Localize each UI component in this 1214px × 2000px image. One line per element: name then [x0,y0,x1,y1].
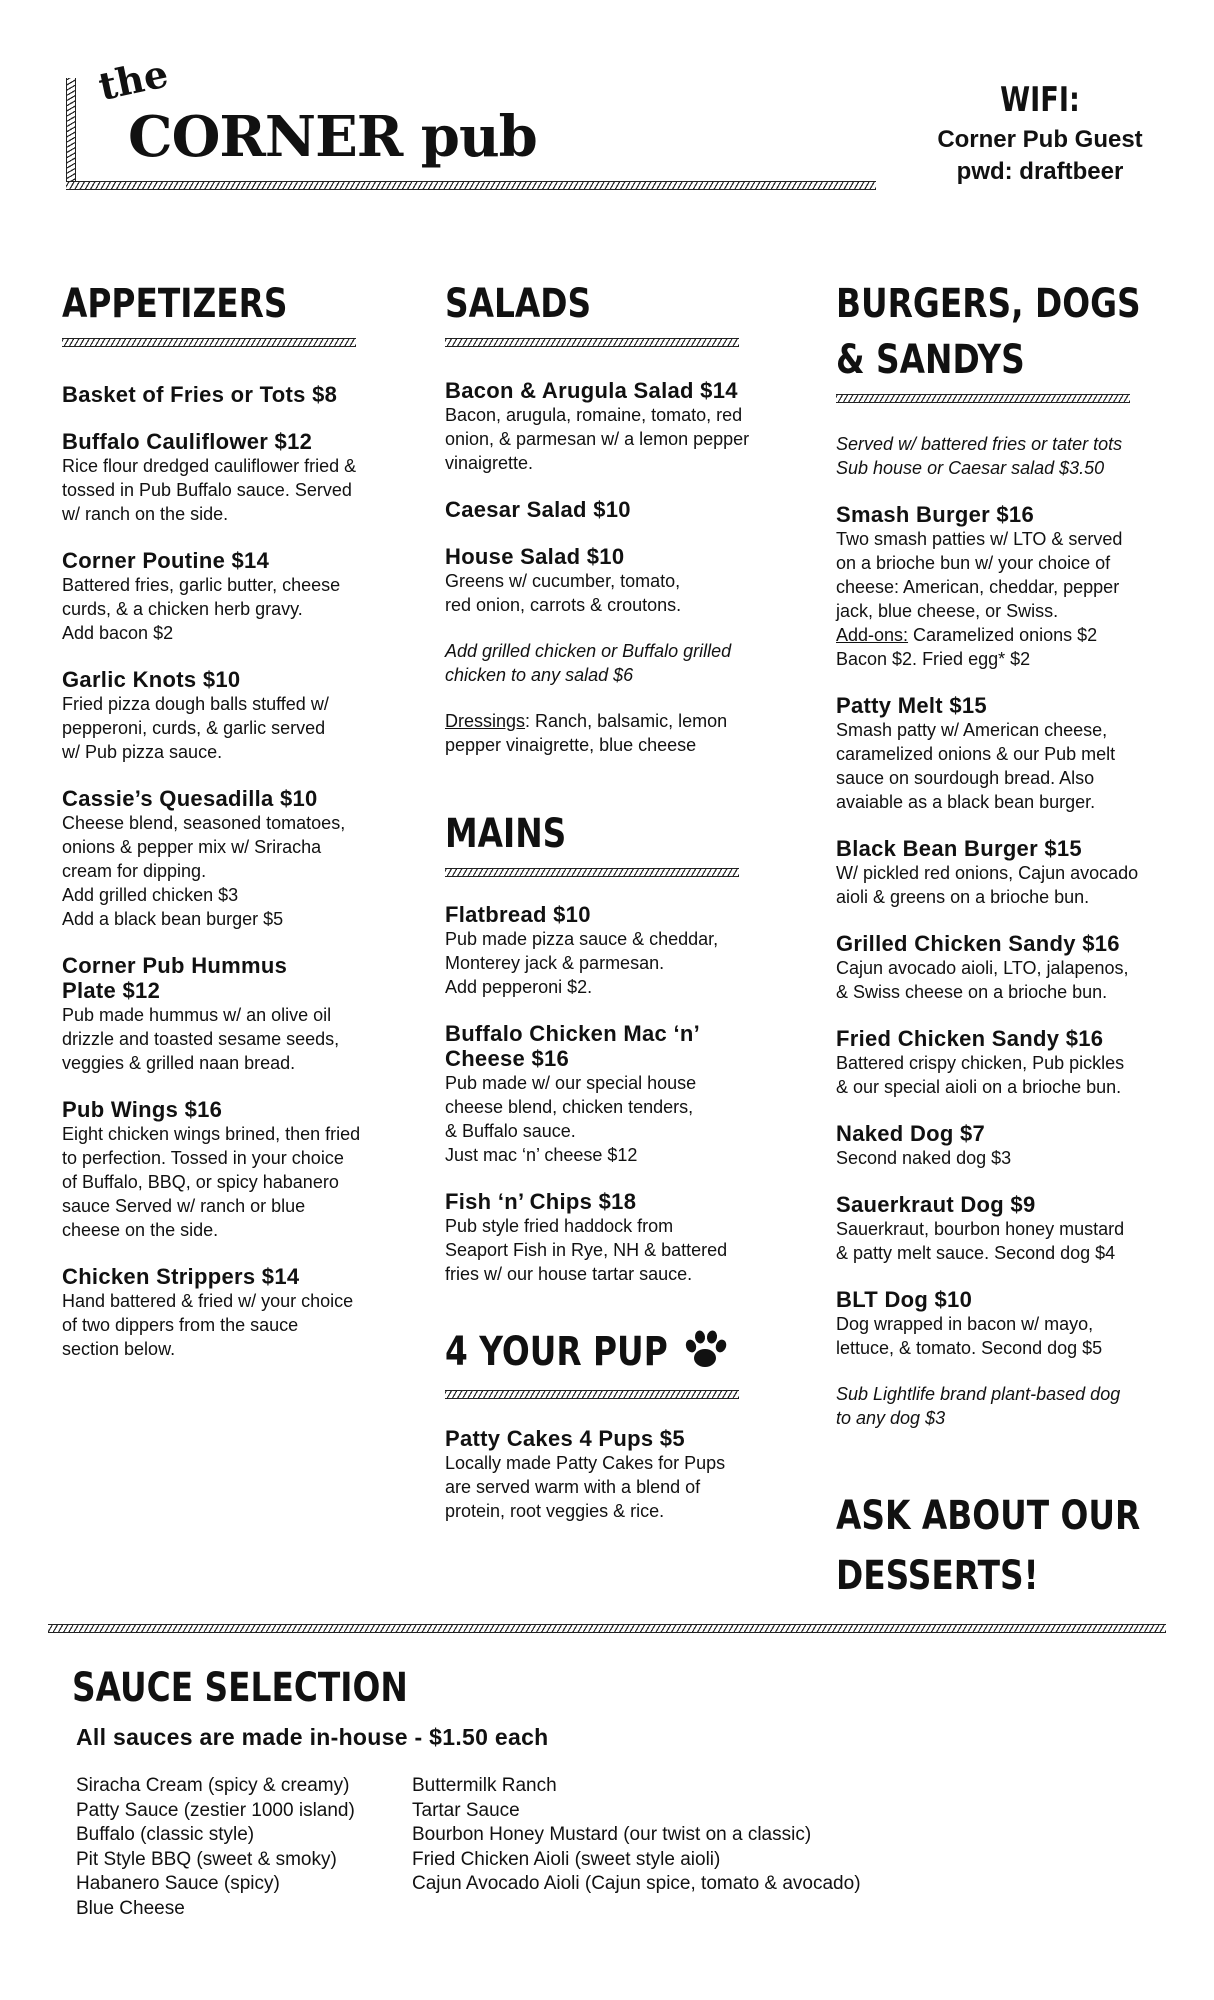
menu-item-desc: of Buffalo, BBQ, or spicy habanero [62,1172,339,1192]
menu-item-desc: w/ Pub pizza sauce. [62,742,223,762]
menu-item-desc: Battered crispy chicken, Pub pickles [836,1053,1125,1073]
menu-item-desc: Pub made w/ our special house [445,1073,697,1093]
dressings-label: Dressings [445,711,526,731]
menu-item-name: Pub Wings $16 [62,1097,223,1122]
menu-item-desc: of two dippers from the sauce [62,1315,299,1335]
menu-item-desc: Add bacon $2 [62,623,174,643]
wifi-box [900,80,1180,188]
burgers-title-line1: BURGERS, DOGS [836,281,1141,327]
sauce-item: Patty Sauce (zestier 1000 island) [76,1799,355,1821]
menu-item-desc: Bacon, arugula, romaine, tomato, red [445,405,743,425]
logo-wordmark: CORNER pub [128,104,537,170]
menu-item-name: Patty Cakes 4 Pups $5 [445,1426,685,1451]
addons-line [836,623,1196,647]
menu-item-desc: are served warm with a blend of [445,1477,701,1497]
menu-item-desc: Monterey jack & parmesan. [445,953,665,973]
menu-item-name: Corner Pub Hummus [62,953,288,978]
dressings-line [445,709,805,733]
menu-item-name: Basket of Fries or Tots $8 [62,382,338,407]
menu-item-desc: Greens w/ cucumber, tomato, [445,571,681,591]
paw-icon [682,1328,728,1372]
menu-item-desc: pepperoni, curds, & garlic served [62,718,326,738]
sauce-item: Habanero Sauce (spicy) [76,1873,280,1894]
menu-item-name: Cassie’s Quesadilla $10 [62,786,318,811]
menu-item-desc: on a brioche bun w/ your choice of [836,553,1111,573]
menu-item-desc: Dog wrapped in bacon w/ mayo, [836,1314,1094,1334]
menu-item-desc: Add pepperoni $2. [445,977,593,997]
sauce-item: Pit Style BBQ (sweet & smoky) [76,1848,337,1870]
desserts-line1: ASK ABOUT OUR [836,1493,1141,1539]
menu-item-name: Sauerkraut Dog $9 [836,1192,1036,1217]
menu-item-desc: Locally made Patty Cakes for Pups [445,1453,726,1473]
menu-item-desc: & Swiss cheese on a brioche bun. [836,982,1108,1002]
menu-item-name: House Salad $10 [445,544,625,569]
dressings-line: pepper vinaigrette, blue cheese [445,735,697,755]
menu-item-desc: w/ ranch on the side. [62,504,229,524]
menu-item-desc: Fried pizza dough balls stuffed w/ [62,694,329,714]
sauce-item: Bourbon Honey Mustard (our twist on a classic) [412,1824,812,1845]
appetizers-title: APPETIZERS [62,281,288,327]
wifi-password: pwd: draftbeer [956,158,1124,185]
menu-item-desc: curds, & a chicken herb gravy. [62,599,303,619]
logo-bottom-border [66,181,876,190]
menu-item-desc: section below. [62,1339,176,1359]
menu-item-desc: Two smash patties w/ LTO & served [836,529,1123,549]
menu-item-name: Black Bean Burger $15 [836,836,1082,861]
menu-item-desc: onions & pepper mix w/ Sriracha [62,837,322,857]
menu-item-desc: caramelized onions & our Pub melt [836,744,1116,764]
burgers-column [836,432,1196,1430]
menu-item-desc: aioli & greens on a brioche bun. [836,887,1090,907]
menu-item-name: Grilled Chicken Sandy $16 [836,931,1120,956]
addons-line: Bacon $2. Fried egg* $2 [836,649,1031,669]
menu-item-name: Patty Melt $15 [836,693,987,718]
mains-title: MAINS [445,811,567,857]
dressings-text: : Ranch, balsamic, lemon [525,711,728,731]
sauce-list-right [412,1774,861,1897]
sauce-title: SAUCE SELECTION [72,1665,408,1711]
sauce-item: Buttermilk Ranch [412,1775,557,1796]
salads-title: SALADS [445,281,592,327]
logo-the: the [94,50,172,109]
menu-item-desc: lettuce, & tomato. Second dog $5 [836,1338,1103,1358]
sauce-item: Tartar Sauce [412,1799,520,1821]
menu-item-name: Fish ‘n’ Chips $18 [445,1189,637,1214]
mains-divider [445,868,739,877]
menu-item-desc: Add a black bean burger $5 [62,909,284,929]
sauce-divider [48,1624,1166,1633]
sauce-item: Cajun Avocado Aioli (Cajun spice, tomato & avocado) [412,1873,861,1894]
appetizers-header [62,276,337,332]
logo-left-border [66,78,76,190]
menu-item-desc: Just mac ‘n’ cheese $12 [445,1145,638,1165]
sauce-item: Fried Chicken Aioli (sweet style aioli) [412,1848,721,1870]
pup-title: 4 YOUR PUP [445,1329,668,1375]
menu-item-desc: cheese on the side. [62,1220,219,1240]
menu-item-desc: to perfection. Tossed in your choice [62,1148,344,1168]
paw-icon-svg [682,1328,728,1372]
menu-item-desc: Second naked dog $3 [836,1148,1012,1168]
addons-label: Add-ons: [836,625,909,645]
sauce-header [72,1660,482,1716]
menu-item-desc: vinaigrette. [445,453,534,473]
menu-item-desc: Cajun avocado aioli, LTO, jalapenos, [836,958,1129,978]
menu-item-desc: Rice flour dredged cauliflower fried & [62,456,357,476]
menu-item-name: Cheese $16 [445,1046,570,1071]
menu-item-desc: Seaport Fish in Rye, NH & battered [445,1240,728,1260]
menu-item-name: Naked Dog $7 [836,1121,986,1146]
menu-item-name: Garlic Knots $10 [62,667,241,692]
salads-header [445,276,623,332]
pup-divider [445,1390,739,1399]
mains-column [445,902,805,1286]
menu-item-name: Buffalo Chicken Mac ‘n’ [445,1021,701,1046]
sauce-item: Siracha Cream (spicy & creamy) [76,1775,350,1796]
appetizers-divider [62,338,356,347]
menu-item-desc: cheese blend, chicken tenders, [445,1097,694,1117]
salad-addon-note: chicken to any salad $6 [445,665,634,685]
menu-item-desc: Eight chicken wings brined, then fried [62,1124,361,1144]
menu-item-desc: Pub made hummus w/ an olive oil [62,1005,332,1025]
menu-item-desc: Sauerkraut, bourbon honey mustard [836,1219,1125,1239]
menu-item-name: Chicken Strippers $14 [62,1264,300,1289]
menu-item-desc: Pub style fried haddock from [445,1216,674,1236]
sauce-subtitle: All sauces are made in-house - $1.50 each [76,1724,549,1750]
addons-text: Caramelized onions $2 [908,625,1098,645]
burgers-sides-note: Served w/ battered fries or tater tots [836,434,1123,454]
menu-item-desc: tossed in Pub Buffalo sauce. Served [62,480,352,500]
menu-item-desc: onion, & parmesan w/ a lemon pepper [445,429,750,449]
salad-addon-note: Add grilled chicken or Buffalo grilled [445,641,732,661]
menu-item-name: Buffalo Cauliflower $12 [62,429,313,454]
menu-item-desc: drizzle and toasted sesame seeds, [62,1029,340,1049]
salads-divider [445,338,739,347]
menu-item-desc: & Buffalo sauce. [445,1121,576,1141]
plant-based-note: Sub Lightlife brand plant-based dog [836,1384,1121,1404]
salads-column [445,378,805,757]
menu-item-desc: & our special aioli on a brioche bun. [836,1077,1122,1097]
pup-header [445,1324,717,1380]
pup-column [445,1426,805,1523]
menu-item-desc: protein, root veggies & rice. [445,1501,665,1521]
wifi-network: Corner Pub Guest [937,126,1143,153]
menu-item-desc: Cheese blend, seasoned tomatoes, [62,813,346,833]
menu-item-desc: Pub made pizza sauce & cheddar, [445,929,719,949]
menu-item-name: BLT Dog $10 [836,1287,973,1312]
menu-item-desc: cream for dipping. [62,861,207,881]
menu-item-desc: Hand battered & fried w/ your choice [62,1291,354,1311]
desserts-callout [836,1486,1207,1606]
burgers-title-line2: & SANDYS [836,337,1025,383]
menu-item-name: Caesar Salad $10 [445,497,631,522]
menu-item-name: Bacon & Arugula Salad $14 [445,378,738,403]
burgers-divider [836,394,1130,403]
burgers-header [836,276,1208,388]
sauce-item: Blue Cheese [76,1897,185,1919]
menu-item-name: Flatbread $10 [445,902,591,927]
sauce-list-left [76,1774,355,1921]
menu-item-name: Corner Poutine $14 [62,548,270,573]
menu-item-name: Smash Burger $16 [836,502,1034,527]
menu-item-name: Fried Chicken Sandy $16 [836,1026,1104,1051]
menu-item-desc: red onion, carrots & croutons. [445,595,682,615]
menu-item-desc: sauce Served w/ ranch or blue [62,1196,306,1216]
menu-item-desc: sauce on sourdough bread. Also [836,768,1095,788]
appetizers-column [62,382,422,1361]
menu-item-desc: Smash patty w/ American cheese, [836,720,1108,740]
wifi-title: WIFI: [1000,80,1080,120]
mains-header [445,806,593,862]
burgers-sides-note: Sub house or Caesar salad $3.50 [836,458,1105,478]
desserts-line2: DESSERTS! [836,1553,1039,1599]
sauce-item: Buffalo (classic style) [76,1824,255,1845]
menu-item-name: Plate $12 [62,978,161,1003]
menu-item-desc: W/ pickled red onions, Cajun avocado [836,863,1139,883]
menu-item-desc: veggies & grilled naan bread. [62,1053,296,1073]
menu-item-desc: fries w/ our house tartar sauce. [445,1264,693,1284]
menu-item-desc: Battered fries, garlic butter, cheese [62,575,341,595]
menu-item-desc: & patty melt sauce. Second dog $4 [836,1243,1116,1263]
plant-based-note: to any dog $3 [836,1408,946,1428]
menu-item-desc: Add grilled chicken $3 [62,885,239,905]
menu-item-desc: avaiable as a black bean burger. [836,792,1096,812]
menu-item-desc: cheese: American, cheddar, pepper [836,577,1120,597]
menu-item-desc: jack, blue cheese, or Swiss. [836,601,1059,621]
